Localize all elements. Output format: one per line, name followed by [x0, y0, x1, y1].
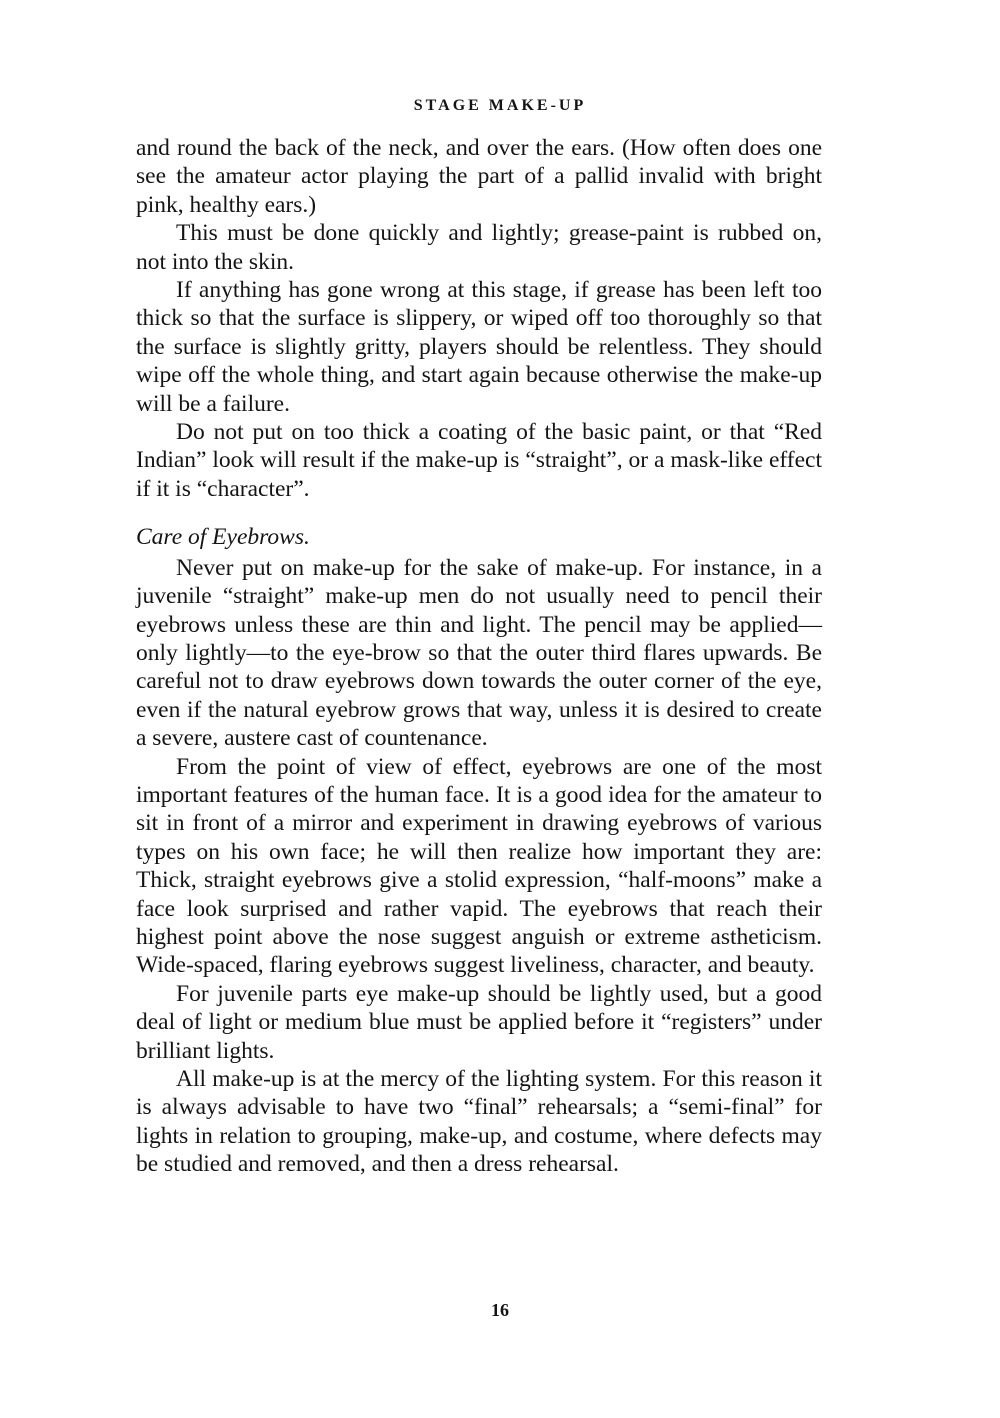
paragraph-grease-paint: This must be done quickly and lightly; grease-paint is rubbed on, not into the skin.	[136, 220, 822, 275]
paragraph-juvenile-parts: For juvenile parts eye make-up should be lightly used, but a good deal of light or medium blue must be applied before it “registers” under brilliant lights.	[136, 980, 822, 1064]
paragraph-point-of-view: From the point of view of effect, eyebrows are one of the most important features of the human face. It is a good idea for the amateur to sit in front of a mirror and experiment in drawing eyebrows of various types on his own face; he will then realize how important they are: Thick, straight eyebrows give a stolid expression, “half-moons” make a face look surprised and rather vapid. The eyebrows that reach their highest point above the nose suggest anguish or extreme astheticism. Wide-spaced, flaring eyebrows suggest liveliness, character, and beauty.	[136, 753, 822, 979]
paragraph-continued: and round the back of the neck, and over the ears. (How often does one see the amateur actor playing the part of a pallid invalid with bright pink, healthy ears.)	[136, 135, 822, 218]
paragraph-basic-paint: Do not put on too thick a coating of the basic paint, or that “Red Indian” look will result if the make-up is “straight”, or a mask-like effect if it is “character”.	[136, 419, 822, 502]
section-heading: Care of Eyebrows.	[136, 524, 310, 551]
body-text	[136, 134, 822, 1179]
page-number: 16	[491, 1300, 509, 1320]
paragraph-something-wrong: If anything has gone wrong at this stage, if grease has been left too thick so that the surface is slippery, or wiped off too thoroughly so that the surface is slightly gritty, players should be relentless. They should wipe off the whole thing, and start again because otherwise the make-up will be a failure.	[136, 277, 822, 417]
running-head: STAGE MAKE-UP	[413, 97, 587, 114]
paragraph-never-make-up: Never put on make-up for the sake of make-up. For instance, in a juvenile “straight” make-up men do not usually need to pencil their eyebrows unless these are thin and light. The pencil may be applied—only lightly—to the eye-brow so that the outer third flares upwards. Be careful not to draw eyebrows down towards the outer corner of the eye, even if the natural eyebrow grows that way, unless it is desired to create a severe, austere cast of countenance.	[136, 554, 822, 752]
paragraph-lighting-system: All make-up is at the mercy of the lighting system. For this reason it is always advisable to have two “final” rehearsals; a “semi-final” for lights in relation to grouping, make-up, and costume, where defects may be studied and removed, and then a dress rehearsal.	[136, 1066, 822, 1178]
